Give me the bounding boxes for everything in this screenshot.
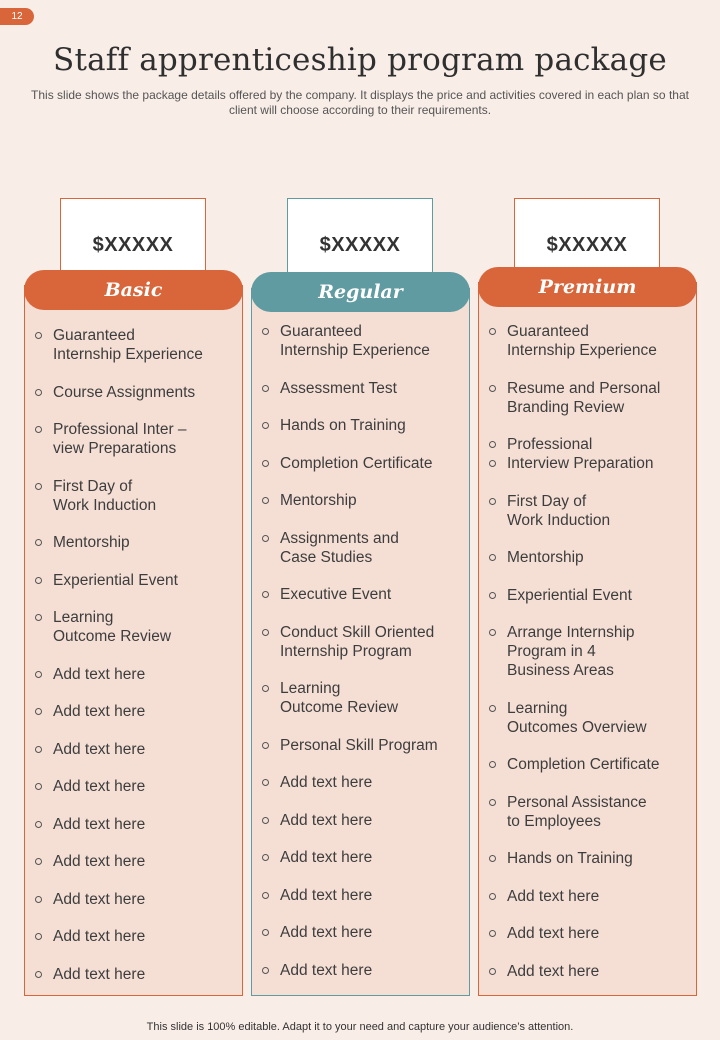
- bullet-circle-icon: [35, 821, 42, 828]
- plan-item: [25, 571, 236, 590]
- plan-item-text: Add text here: [280, 886, 373, 904]
- plan-item-text: First Day of Work Induction: [53, 477, 157, 514]
- bullet-circle-icon: [262, 591, 269, 598]
- plan-item-text: Add text here: [507, 925, 600, 942]
- plan-item: [479, 755, 690, 774]
- bullet-circle-icon: [489, 592, 496, 599]
- plan-item: [479, 454, 690, 473]
- plan-item-text: Add text here: [53, 928, 146, 945]
- plan-item: [252, 773, 463, 792]
- bullet-circle-icon: [262, 535, 269, 542]
- plan-item: [479, 586, 690, 605]
- bullet-circle-icon: [35, 577, 42, 584]
- plan-item-text: Add text here: [53, 665, 146, 683]
- plan-item: [479, 548, 690, 567]
- bullet-circle-icon: [262, 685, 269, 692]
- plan-item: [25, 777, 236, 796]
- bullet-circle-icon: [489, 761, 496, 768]
- bullet-circle-icon: [262, 854, 269, 861]
- bullet-circle-icon: [35, 389, 42, 396]
- plan-item: [252, 585, 463, 604]
- plan-item-text: Completion Certificate: [280, 454, 433, 472]
- bullet-circle-icon: [35, 971, 42, 978]
- page-number-badge: 12: [0, 8, 34, 25]
- plan-item: [25, 326, 236, 364]
- plan-item-text: Add text here: [53, 703, 146, 720]
- bullet-circle-icon: [262, 422, 269, 429]
- plan-item-text: Add text here: [280, 849, 373, 866]
- plan-item: [252, 961, 463, 980]
- plan-item-text: Add text here: [280, 961, 373, 979]
- bullet-circle-icon: [489, 328, 496, 335]
- plan-item: [252, 923, 463, 942]
- plan-item-text: Add text here: [53, 815, 146, 833]
- plan-item: [479, 699, 690, 737]
- plan-item: [25, 477, 236, 515]
- page-title: Staff apprenticeship program package: [53, 42, 667, 78]
- bullet-circle-icon: [262, 497, 269, 504]
- plan-item-text: Conduct Skill Oriented Internship Program: [280, 623, 435, 660]
- plan-item-text: Personal Assistance to Employees: [507, 793, 647, 830]
- plan-item-text: Add text here: [507, 962, 600, 980]
- bullet-circle-icon: [35, 708, 42, 715]
- plan-item-text: Experiential Event: [507, 586, 632, 604]
- plan-item: [479, 849, 690, 868]
- footer-note: This slide is 100% editable. Adapt it to your need and capture your audience’s attention.: [146, 1021, 574, 1033]
- plan-item-text: Arrange Internship Program in 4 Business Areas: [507, 624, 635, 679]
- plan-item-text: Resume and Personal Branding Review: [507, 379, 661, 416]
- price-box-basic: $XXXXX: [60, 198, 206, 278]
- plan-item: [479, 435, 690, 454]
- plan-item: [479, 962, 690, 981]
- plan-item-text: Guaranteed Internship Experience: [53, 327, 203, 363]
- plan-item: [252, 679, 463, 717]
- plan-item: [252, 529, 463, 567]
- plan-item-text: Interview Preparation: [507, 455, 654, 472]
- bullet-circle-icon: [35, 332, 42, 339]
- bullet-circle-icon: [262, 742, 269, 749]
- plan-item: [252, 848, 463, 867]
- page-subtitle: This slide shows the package details offered by the company. It displays the price and activities covered in each plan so that client will choose according to their requirements.: [31, 88, 689, 117]
- bullet-circle-icon: [262, 892, 269, 899]
- bullet-circle-icon: [35, 933, 42, 940]
- plan-item: [25, 815, 236, 834]
- bullet-circle-icon: [489, 460, 496, 467]
- plan-item: [252, 623, 463, 661]
- plan-item-text: Add text here: [53, 740, 146, 758]
- plan-panel-basic: [24, 285, 243, 996]
- plan-item-text: Add text here: [53, 853, 146, 870]
- plan-item: [479, 322, 690, 360]
- plan-item-text: Mentorship: [53, 534, 130, 551]
- plan-item-text: Add text here: [280, 811, 373, 829]
- bullet-circle-icon: [489, 554, 496, 561]
- plan-item-text: Add text here: [280, 774, 373, 791]
- bullet-circle-icon: [35, 858, 42, 865]
- bullet-circle-icon: [489, 385, 496, 392]
- bullet-circle-icon: [35, 539, 42, 546]
- plan-item: [25, 740, 236, 759]
- plan-item-text: Add text here: [53, 965, 146, 983]
- bullet-circle-icon: [35, 671, 42, 678]
- bullet-circle-icon: [35, 614, 42, 621]
- bullet-circle-icon: [489, 498, 496, 505]
- plan-item: [25, 852, 236, 871]
- plan-item: [479, 924, 690, 943]
- plan-item-text: Professional: [507, 436, 593, 453]
- plan-panel-premium: [478, 282, 697, 996]
- plan-item: [25, 965, 236, 984]
- plan-item-text: Add text here: [507, 887, 600, 905]
- plan-item: [479, 623, 690, 680]
- bullet-circle-icon: [489, 930, 496, 937]
- plan-item: [25, 420, 236, 458]
- plan-item: [252, 322, 463, 360]
- bullet-circle-icon: [35, 783, 42, 790]
- price-box-regular: $XXXXX: [287, 198, 433, 278]
- plan-item-text: Add text here: [53, 778, 146, 795]
- plan-item: [479, 379, 690, 417]
- plan-item: [25, 665, 236, 684]
- plan-header-premium: Premium: [478, 267, 697, 307]
- bullet-circle-icon: [262, 385, 269, 392]
- plan-item: [479, 887, 690, 906]
- bullet-circle-icon: [262, 328, 269, 335]
- bullet-circle-icon: [262, 460, 269, 467]
- bullet-circle-icon: [35, 746, 42, 753]
- bullet-circle-icon: [489, 855, 496, 862]
- plan-item-text: Guaranteed Internship Experience: [507, 323, 657, 359]
- plan-item-text: Add text here: [53, 890, 146, 908]
- bullet-circle-icon: [35, 483, 42, 490]
- bullet-circle-icon: [262, 929, 269, 936]
- plan-item-text: Assessment Test: [280, 379, 397, 397]
- bullet-circle-icon: [489, 968, 496, 975]
- plan-item-text: Add text here: [280, 924, 373, 941]
- plan-item: [252, 886, 463, 905]
- plan-item-text: Learning Outcomes Overview: [507, 699, 647, 736]
- plan-item-text: Course Assignments: [53, 383, 196, 401]
- plan-item: [25, 608, 236, 646]
- bullet-circle-icon: [35, 426, 42, 433]
- plan-item-text: Mentorship: [507, 549, 584, 566]
- plan-item: [25, 702, 236, 721]
- plan-item-text: Hands on Training: [280, 417, 406, 434]
- plan-item: [479, 793, 690, 831]
- plan-item: [252, 491, 463, 510]
- price-box-premium: $XXXXX: [514, 198, 660, 278]
- bullet-circle-icon: [489, 705, 496, 712]
- plan-item-text: Learning Outcome Review: [280, 680, 399, 716]
- plan-item-text: First Day of Work Induction: [507, 492, 611, 529]
- plan-item: [25, 927, 236, 946]
- plan-item-text: Experiential Event: [53, 571, 178, 589]
- plan-item: [252, 416, 463, 435]
- bullet-circle-icon: [262, 967, 269, 974]
- bullet-circle-icon: [262, 779, 269, 786]
- plan-item-text: Completion Certificate: [507, 756, 660, 773]
- plan-item-text: Mentorship: [280, 492, 357, 509]
- plan-panel-regular: [251, 288, 470, 996]
- bullet-circle-icon: [489, 441, 496, 448]
- plan-item-text: Assignments and Case Studies: [280, 529, 399, 566]
- plan-item-text: Hands on Training: [507, 850, 633, 867]
- plan-item-text: Guaranteed Internship Experience: [280, 323, 430, 359]
- plan-item: [25, 890, 236, 909]
- plan-item: [25, 533, 236, 552]
- plan-header-basic: Basic: [24, 270, 243, 310]
- bullet-circle-icon: [35, 896, 42, 903]
- plan-item-text: Personal Skill Program: [280, 736, 438, 754]
- plan-item-text: Professional Inter – view Preparations: [53, 421, 187, 457]
- bullet-circle-icon: [262, 629, 269, 636]
- plan-item: [479, 492, 690, 530]
- bullet-circle-icon: [489, 893, 496, 900]
- plan-header-regular: Regular: [251, 272, 470, 312]
- plan-item-text: Executive Event: [280, 586, 392, 603]
- plan-item: [252, 454, 463, 473]
- plan-item-text: Learning Outcome Review: [53, 609, 172, 645]
- plan-item: [25, 383, 236, 402]
- plan-item: [252, 736, 463, 755]
- plan-item: [252, 379, 463, 398]
- plan-item: [252, 811, 463, 830]
- bullet-circle-icon: [262, 817, 269, 824]
- bullet-circle-icon: [489, 799, 496, 806]
- bullet-circle-icon: [489, 629, 496, 636]
